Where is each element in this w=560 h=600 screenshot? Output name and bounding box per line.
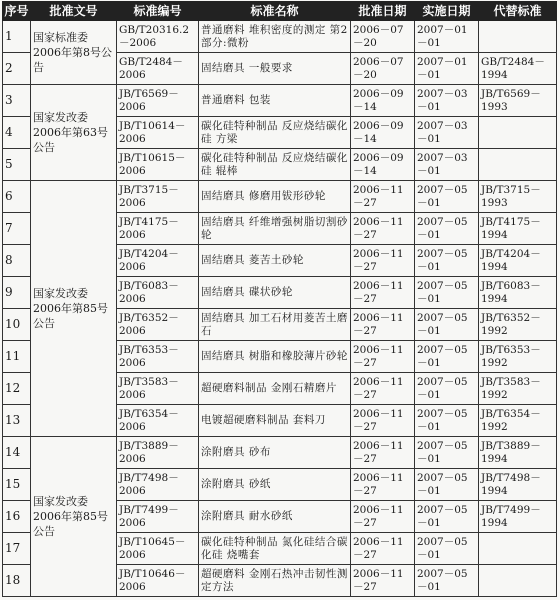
standard-code: GB/T2484－2006: [117, 53, 199, 85]
standard-code: JB/T4175－2006: [117, 213, 199, 245]
standard-code: JB/T10615－2006: [117, 149, 199, 181]
table-row: [3, 437, 557, 469]
standard-name: 固结磨具 一般要求: [199, 53, 351, 85]
approval-date: 2006－11－27: [351, 405, 415, 437]
replaced-standard: JB/T6083－1994: [479, 277, 557, 309]
row-seq: 13: [3, 405, 31, 437]
approval-date: 2006－11－27: [351, 501, 415, 533]
effective-date: 2007－05－01: [415, 309, 479, 341]
approval-date: 2006－11－27: [351, 309, 415, 341]
table-row: [3, 85, 557, 117]
approval-date: 2006－11－27: [351, 277, 415, 309]
replaced-standard: JB/T6352－1992: [479, 309, 557, 341]
standard-code: GB/T20316.2－2006: [117, 21, 199, 53]
approval-date: 2006－11－27: [351, 469, 415, 501]
effective-date: 2007－03－01: [415, 149, 479, 181]
standard-code: JB/T6083－2006: [117, 277, 199, 309]
header-approval-doc: 批准文号: [31, 2, 117, 21]
replaced-standard: JB/T7499－1994: [479, 501, 557, 533]
standard-name: 电镀超硬磨料制品 套料刀: [199, 405, 351, 437]
effective-date: 2007－05－01: [415, 501, 479, 533]
row-seq: 16: [3, 501, 31, 533]
replaced-standard: [479, 533, 557, 565]
approval-date: 2006－11－27: [351, 533, 415, 565]
header-effective-date: 实施日期: [415, 2, 479, 21]
approval-document: 国家发改委2006年第85号公告: [31, 437, 117, 597]
row-seq: 8: [3, 245, 31, 277]
row-seq: 12: [3, 373, 31, 405]
standard-code: JB/T7499－2006: [117, 501, 199, 533]
standard-name: 碳化硅特种制品 反应烧结碳化硅 辊棒: [199, 149, 351, 181]
standard-name: 固结磨具 树脂和橡胶薄片砂轮: [199, 341, 351, 373]
row-seq: 9: [3, 277, 31, 309]
row-seq: 10: [3, 309, 31, 341]
header-standard-code: 标准编号: [117, 2, 199, 21]
row-seq: 11: [3, 341, 31, 373]
standard-name: 固结磨具 加工石材用菱苦土磨石: [199, 309, 351, 341]
effective-date: 2007－05－01: [415, 245, 479, 277]
row-seq: 6: [3, 181, 31, 213]
standard-name: 碳化硅特种制品 氮化硅结合碳化硅 烧嘴套: [199, 533, 351, 565]
replaced-standard: JB/T6353－1992: [479, 341, 557, 373]
effective-date: 2007－03－01: [415, 85, 479, 117]
table-header: [3, 2, 557, 21]
header-approval-date: 批准日期: [351, 2, 415, 21]
replaced-standard: [479, 149, 557, 181]
standard-code: JB/T3583－2006: [117, 373, 199, 405]
standard-name: 普通磨料 堆积密度的测定 第2部分:微粉: [199, 21, 351, 53]
effective-date: 2007－05－01: [415, 565, 479, 597]
standard-name: 普通磨料 包装: [199, 85, 351, 117]
standard-name: 固结磨具 修磨用钹形砂轮: [199, 181, 351, 213]
standard-name: 碳化硅特种制品 反应烧结碳化硅 方梁: [199, 117, 351, 149]
table-row: [3, 181, 557, 213]
replaced-standard: JB/T3715－1993: [479, 181, 557, 213]
standard-name: 超硬磨料 金刚石热冲击韧性测定方法: [199, 565, 351, 597]
standard-code: JB/T6569－2006: [117, 85, 199, 117]
replaced-standard: JB/T3889－1994: [479, 437, 557, 469]
replaced-standard: JB/T4175－1994: [479, 213, 557, 245]
effective-date: 2007－05－01: [415, 213, 479, 245]
row-seq: 5: [3, 149, 31, 181]
header-row: [3, 2, 557, 21]
standard-code: JB/T7498－2006: [117, 469, 199, 501]
table-row: [3, 21, 557, 53]
standard-name: 超硬磨料制品 金刚石精磨片: [199, 373, 351, 405]
standard-code: JB/T10645－2006: [117, 533, 199, 565]
approval-date: 2006－11－27: [351, 373, 415, 405]
approval-date: 2006－11－27: [351, 245, 415, 277]
standard-code: JB/T6354－2006: [117, 405, 199, 437]
replaced-standard: [479, 117, 557, 149]
standard-code: JB/T6352－2006: [117, 309, 199, 341]
standard-code: JB/T4204－2006: [117, 245, 199, 277]
table-body: [3, 21, 557, 597]
effective-date: 2007－01－01: [415, 53, 479, 85]
standard-code: JB/T3715－2006: [117, 181, 199, 213]
standard-name: 固结磨具 菱苦土砂轮: [199, 245, 351, 277]
replaced-standard: JB/T6354－1992: [479, 405, 557, 437]
header-seq: 序号: [3, 2, 31, 21]
standard-name: 固结磨具 纤维增强树脂切割砂轮: [199, 213, 351, 245]
effective-date: 2007－05－01: [415, 469, 479, 501]
row-seq: 1: [3, 21, 31, 53]
replaced-standard: JB/T7498－1994: [479, 469, 557, 501]
row-seq: 14: [3, 437, 31, 469]
standard-name: 涂附磨具 砂布: [199, 437, 351, 469]
row-seq: 18: [3, 565, 31, 597]
approval-date: 2006－11－27: [351, 437, 415, 469]
standard-code: JB/T10646－2006: [117, 565, 199, 597]
effective-date: 2007－05－01: [415, 277, 479, 309]
approval-date: 2006－11－27: [351, 341, 415, 373]
approval-date: 2006－11－27: [351, 181, 415, 213]
replaced-standard: JB/T6569－1993: [479, 85, 557, 117]
approval-date: 2006－11－27: [351, 213, 415, 245]
row-seq: 15: [3, 469, 31, 501]
row-seq: 4: [3, 117, 31, 149]
effective-date: 2007－01－01: [415, 21, 479, 53]
standard-code: JB/T3889－2006: [117, 437, 199, 469]
effective-date: 2007－05－01: [415, 405, 479, 437]
replaced-standard: JB/T3583－1992: [479, 373, 557, 405]
approval-date: 2006－07－20: [351, 53, 415, 85]
effective-date: 2007－05－01: [415, 373, 479, 405]
effective-date: 2007－05－01: [415, 437, 479, 469]
approval-date: 2006－11－27: [351, 565, 415, 597]
standard-name: 固结磨具 碟状砂轮: [199, 277, 351, 309]
approval-date: 2006－09－14: [351, 85, 415, 117]
replaced-standard: [479, 21, 557, 53]
row-seq: 3: [3, 85, 31, 117]
approval-date: 2006－09－14: [351, 117, 415, 149]
header-standard-name: 标准名称: [199, 2, 351, 21]
effective-date: 2007－05－01: [415, 533, 479, 565]
standard-name: 涂附磨具 砂纸: [199, 469, 351, 501]
replaced-standard: GB/T2484－1994: [479, 53, 557, 85]
effective-date: 2007－05－01: [415, 341, 479, 373]
row-seq: 17: [3, 533, 31, 565]
approval-document: 国家发改委2006年第63号公告: [31, 85, 117, 181]
standard-code: JB/T6353－2006: [117, 341, 199, 373]
approval-document: 国家发改委2006年第85号公告: [31, 181, 117, 437]
effective-date: 2007－03－01: [415, 117, 479, 149]
approval-date: 2006－09－14: [351, 149, 415, 181]
standard-code: JB/T10614－2006: [117, 117, 199, 149]
standards-table: [2, 1, 557, 597]
row-seq: 7: [3, 213, 31, 245]
approval-document: 国家标准委2006年第8号公告: [31, 21, 117, 85]
approval-date: 2006－07－20: [351, 21, 415, 53]
row-seq: 2: [3, 53, 31, 85]
standard-name: 涂附磨具 耐水砂纸: [199, 501, 351, 533]
header-replaced-standard: 代替标准: [479, 2, 557, 21]
replaced-standard: [479, 565, 557, 597]
effective-date: 2007－05－01: [415, 181, 479, 213]
replaced-standard: JB/T4204－1994: [479, 245, 557, 277]
